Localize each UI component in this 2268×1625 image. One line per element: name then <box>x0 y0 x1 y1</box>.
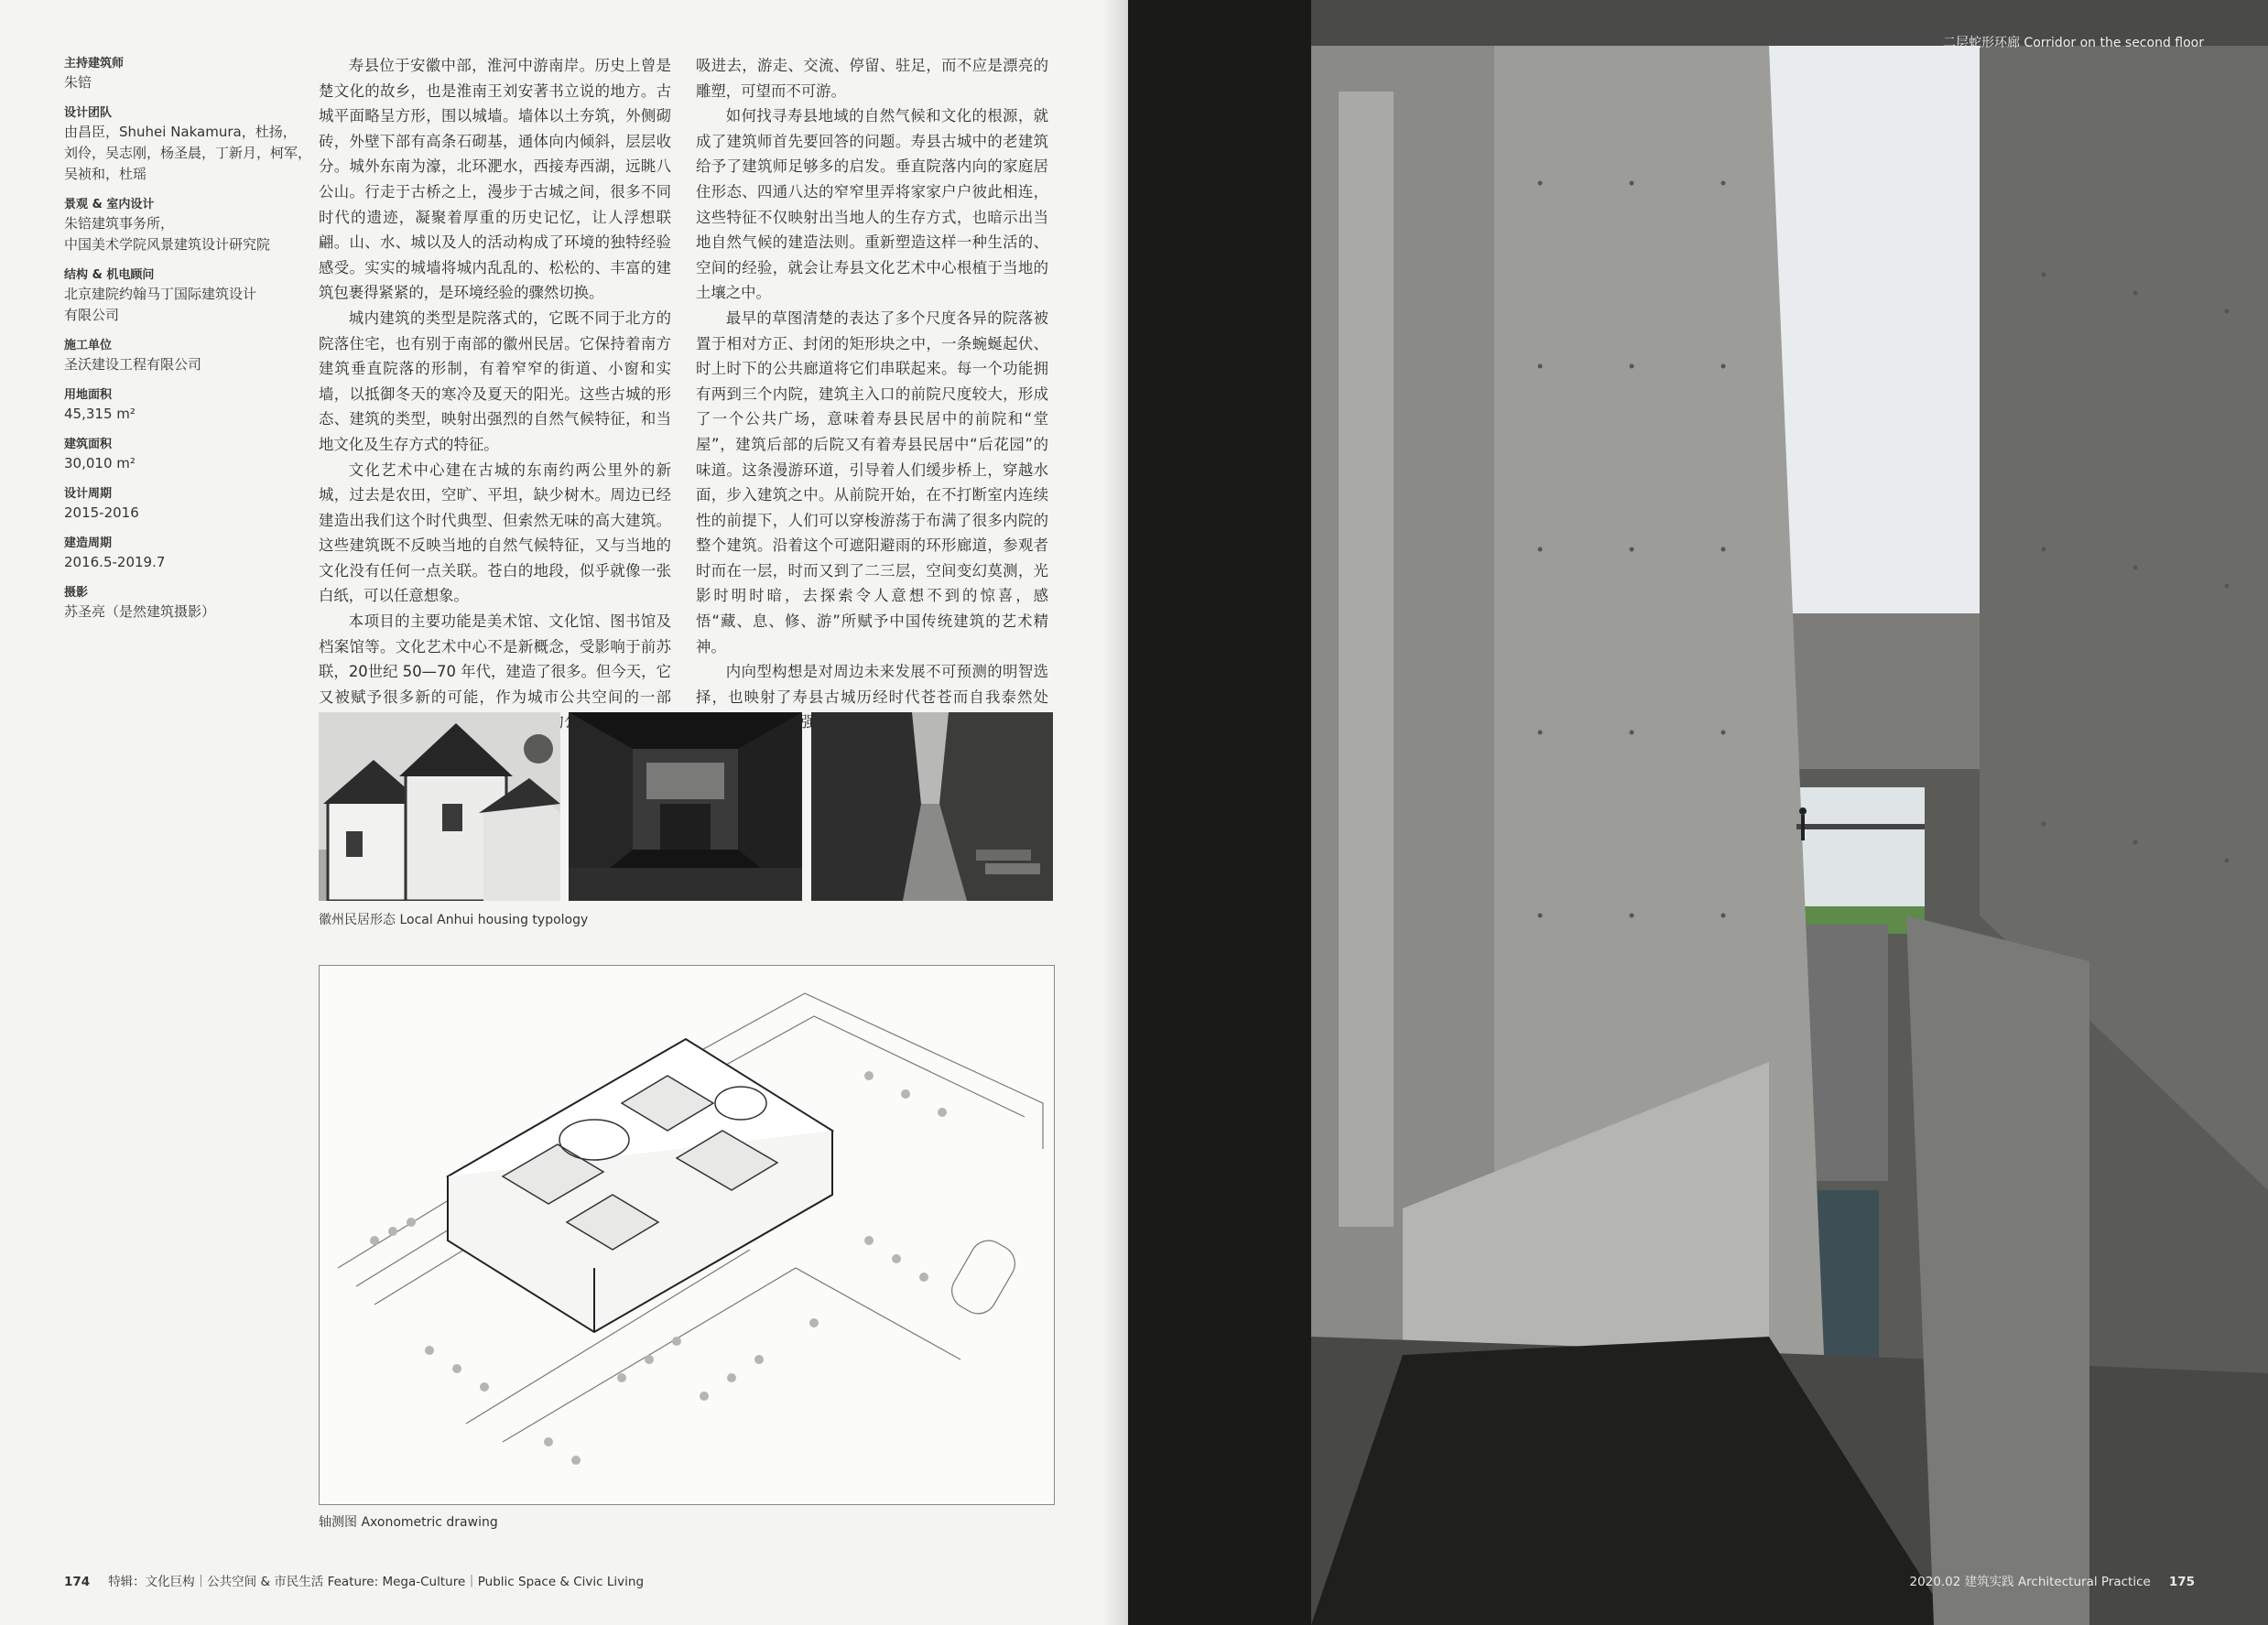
credit-item <box>64 436 311 474</box>
body-column-2 <box>696 53 1048 735</box>
credit-label: 建筑面积 <box>64 438 113 451</box>
credit-label: 主持建筑师 <box>64 57 125 70</box>
credit-item <box>64 104 311 185</box>
paragraph: 寿县位于安徽中部，淮河中游南岸。历史上曾是楚文化的故乡，也是淮南王刘安著书立说的地方。古城平面略呈方形，围以城墙。墙体以土夯筑，外侧砌砖，外壁下部有高条石砌基，通体向内倾斜，层层收分。城外东南为濠，北环淝水，西接寿西湖，远眺八公山。行走于古桥之上，漫步于古城之间，很多不同时代的遗迹，凝聚着厚重的历史记忆，让人浮想联翩。山、水、城以及人的活动构成了环境的独特经验感受。实实的城墙将城内乱乱的、松松的、丰富的建筑包裹得紧紧的，是环境经验的骤然切换。 <box>319 57 671 302</box>
credit-value: 北京建院约翰马丁国际建筑设计 有限公司 <box>64 286 257 323</box>
credit-label: 设计周期 <box>64 487 113 501</box>
credit-label: 景观 & 室内设计 <box>64 198 155 211</box>
credit-item <box>64 535 311 573</box>
housing-photo-rooftops <box>319 712 560 901</box>
paragraph: 如何找寻寿县地域的自然气候和文化的根源，就成了建筑师首先要回答的问题。寿县古城中的老建筑给予了建筑师足够多的启发。垂直院落内向的家庭居住形态、四通八达的窄窄里弄将家家户户彼此相连，这些特征不仅映射出当地人的生存方式，也暗示出当地自然气候的建造法则。重新塑造这样一种生活的、空间的经验，就会让寿县文化艺术中心根植于当地的土壤之中。 <box>696 107 1048 302</box>
axonometric-caption: 轴测图 Axonometric drawing <box>319 1515 498 1530</box>
corridor-photograph <box>1128 0 2268 1625</box>
housing-photo-alley <box>811 712 1053 901</box>
credit-value: 45,315 m² <box>64 406 136 422</box>
right-footer <box>1910 1571 2195 1589</box>
credit-value: 朱锫 <box>64 74 92 91</box>
paragraph: 最早的草图清楚的表达了多个尺度各异的院落被置于相对方正、封闭的矩形块之中，一条蜿蜒起伏、时上时下的公共廊道将它们串联起来。每一个功能拥有两到三个内院，建筑主入口的前院尺度较大，形成了一个公共广场，意味着寿县民居中的前院和“堂屋”，建筑后部的后院又有着寿县民居中“后花园”的味道。这条漫游环道，引导着人们缓步桥上，穿越水面，步入建筑之中。从前院开始，在不打断室内连续性的前提下，人们可以穿梭游荡于布满了很多内院的整个建筑。沿着这个可遮阳避雨的环形廊道，参观者时而在一层，时而又到了二三层，空间变幻莫测，光影时明时暗，去探索令人意想不到的惊喜，感悟“藏、息、修、游”所赋予中国传统建筑的艺术精神。 <box>696 309 1048 655</box>
credit-value: 由昌臣，Shuhei Nakamura，杜扬， 刘伶，吴志刚，杨圣晨，丁新月，柯军， 吴祯和，杜瑶 <box>64 124 312 182</box>
credit-value: 圣沃建设工程有限公司 <box>64 356 202 373</box>
credit-value: 2016.5-2019.7 <box>64 554 166 570</box>
credit-value: 朱锫建筑事务所， 中国美术学院风景建筑设计研究院 <box>64 215 271 253</box>
left-footer <box>64 1571 644 1589</box>
credit-value: 30,010 m² <box>64 455 136 471</box>
credit-label: 摄影 <box>64 586 89 600</box>
credit-item <box>64 55 311 93</box>
housing-photo-strip <box>319 712 1053 901</box>
credit-value: 苏圣亮（是然建筑摄影） <box>64 603 216 620</box>
credit-label: 设计团队 <box>64 106 113 120</box>
paragraph: 本项目的主要功能是美术馆、文化馆、图书馆及档案馆等。文化艺术中心不是新概念，受影响于前苏联，20世纪 50—70 年代，建造了很多。但今天，它又被赋予很多新的可能，作为城市公共空间的一部 的公 <box>319 612 671 731</box>
paragraph: 内向型构想是对周边未来发展不可预测的明智选择，也映射了寿县古城历经时代苍苍而自我泰然处 强 <box>696 663 1048 731</box>
credit-label: 建造周期 <box>64 536 113 550</box>
credit-item <box>64 485 311 524</box>
paragraph: 文化艺术中心建在古城的东南约两公里外的新城，过去是农田，空旷、平坦，缺少树木。周边已经建造出我们这个时代典型、但索然无味的高大建筑。这些建筑既不反映当地的自然气候特征，又与当地的文化没有任何一点关联。苍白的地段，似乎就像一张白纸，可以任意想象。 <box>319 460 671 605</box>
page-number-right: 175 <box>2168 1575 2195 1589</box>
page-number-left: 174 <box>64 1575 91 1589</box>
credit-item <box>64 196 311 255</box>
housing-caption: 徽州民居形态 Local Anhui housing typology <box>319 913 589 927</box>
credit-label: 施工单位 <box>64 339 113 352</box>
credit-item <box>64 584 311 623</box>
project-credits <box>64 55 311 634</box>
housing-photo-interior <box>569 712 802 901</box>
credit-label: 用地面积 <box>64 388 113 402</box>
credit-item <box>64 266 311 326</box>
right-running-head: 2020.02 建筑实践 Architectural Practice <box>1909 1575 2151 1589</box>
credit-label: 结构 & 机电顾问 <box>64 268 155 282</box>
credit-item <box>64 337 311 375</box>
credit-value: 2015-2016 <box>64 504 139 521</box>
paragraph: 吸进去，游走、交流、停留、驻足，而不应是漂亮的雕塑，可望而不可游。 <box>696 57 1048 100</box>
corridor-caption: 二层蛇形环廊 Corridor on the second floor <box>1942 36 2204 50</box>
right-page <box>1128 0 2268 1625</box>
body-column-1 <box>319 53 671 761</box>
paragraph: 城内建筑的类型是院落式的，它既不同于北方的院落住宅，也有别于南部的徽州民居。它保持着南方建筑垂直院落的形制，有着窄窄的街道、小窗和实墙，以抵御冬天的寒冷及夏天的阳光。这些古城的形态、建筑的类型，映射出强烈的自然气候特征，和当地文化及生存方式的特征。 <box>319 309 671 453</box>
axonometric-drawing <box>319 965 1055 1505</box>
left-running-head: 特辑：文化巨构｜公共空间 & 市民生活 Feature: Mega-Culture｜Public Space & Civic Living <box>108 1575 645 1589</box>
left-page <box>0 0 1128 1625</box>
credit-item <box>64 386 311 425</box>
